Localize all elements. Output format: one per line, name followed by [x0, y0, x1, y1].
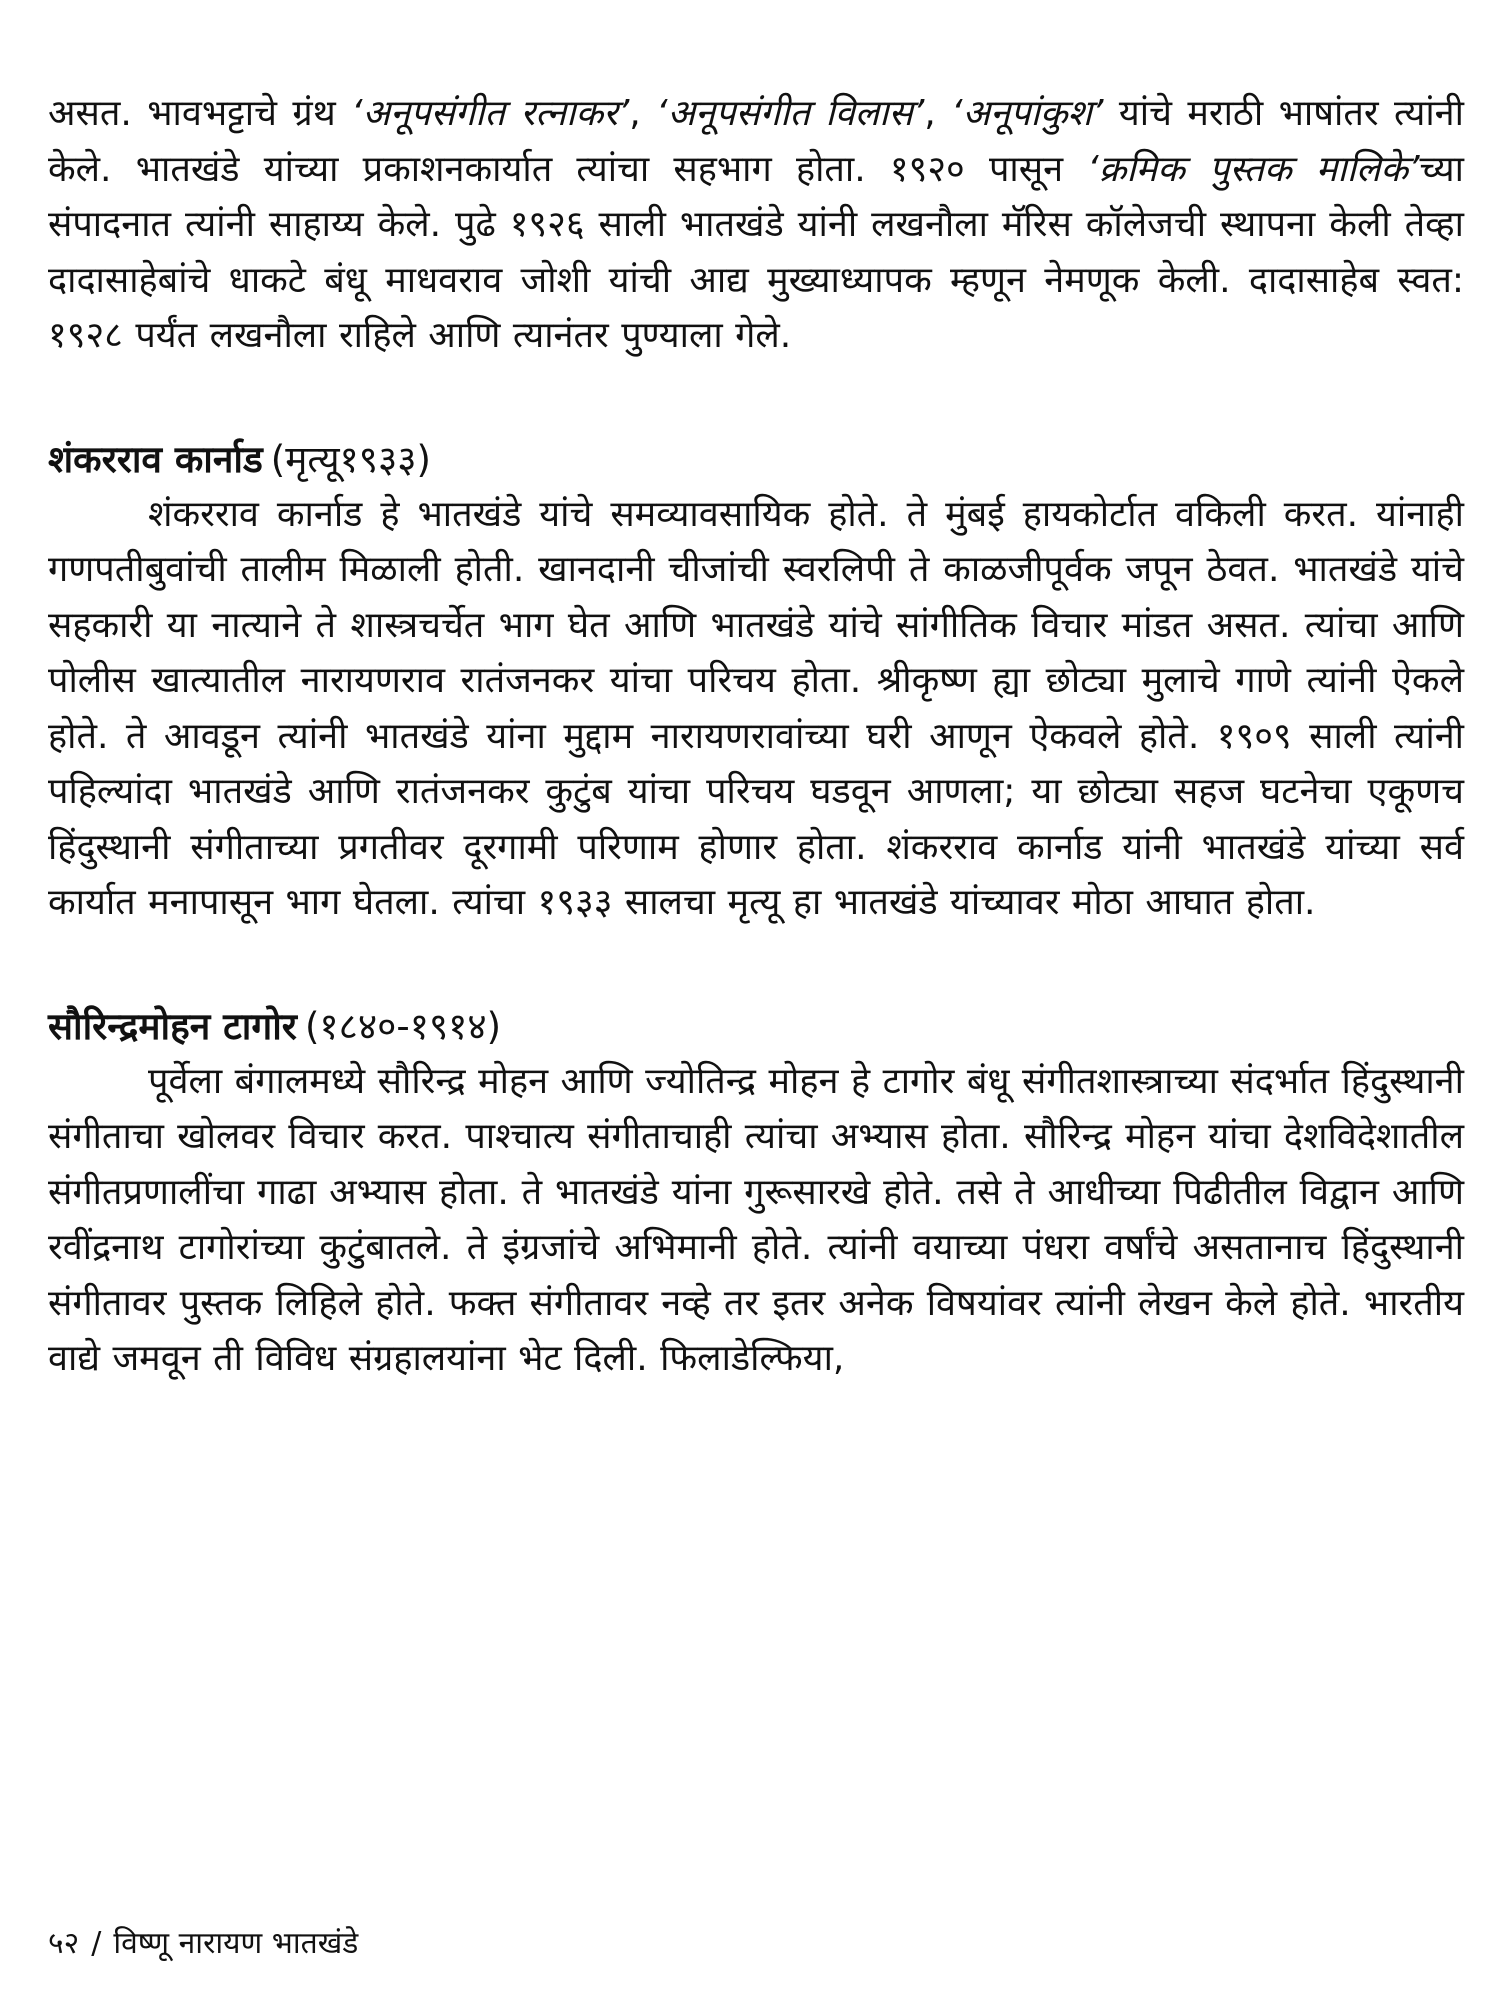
- heading-dates: (१८४०-१९१४): [304, 1004, 502, 1048]
- paragraph-text: च्या संपादनात त्यांनी साहाय्य केले. पुढे १९२६ साली भातखंडे यांनी लखनौला मॅरिस कॉलेजची स्थापना केली तेव्हा दादासाहेबांचे धाकटे बंधू माधवराव जोशी यांची आद्य मुख्याध्यापक म्हणून नेमणूक केली. दादासाहेब स्वत: १९२८ पर्यंत लखनौला राहिले आणि त्यानंतर पुण्याला गेले.: [48, 148, 1464, 356]
- heading-dates: (मृत्यू१९३३): [270, 437, 431, 481]
- paragraph-continuation: [48, 86, 1464, 364]
- section-body: पूर्वेला बंगालमध्ये सौरिन्द्र मोहन आणि ज्योतिन्द्र मोहन हे टागोर बंधू संगीतशास्त्राच्या संदर्भात हिंदुस्थानी संगीताचा खोलवर विचार करत. पाश्चात्य संगीताचाही त्यांचा अभ्यास होता. सौरिन्द्र मोहन यांचा देशविदेशातील संगीतप्रणालींचा गाढा अभ्यास होता. ते भातखंडे यांना गुरूसारखे होते. तसे ते आधीच्या पिढीतील विद्वान आणि रवींद्रनाथ टागोरांच्या कुटुंबातले. ते इंग्रजांचे अभिमानी होते. त्यांनी वयाच्या पंधरा वर्षांचे असतानाच हिंदुस्थानी संगीतावर पुस्तक लिहिले होते. फक्त संगीतावर नव्हे तर इतर अनेक विषयांवर त्यांनी लेखन केले होते. भारतीय वाद्ये जमवून ती विविध संग्रहालयांना भेट दिली. फिलाडेल्फिया,: [48, 1060, 1464, 1379]
- section-body: शंकरराव कार्नाड हे भातखंडे यांचे समव्यावसायिक होते. ते मुंबई हायकोर्टात वकिली करत. यांनाही गणपतीबुवांची तालीम मिळाली होती. खानदानी चीजांची स्वरलिपी ते काळजीपूर्वक जपून ठेवत. भातखंडे यांचे सहकारी या नात्याने ते शास्त्रचर्चेत भाग घेत आणि भातखंडे यांचे सांगीतिक विचार मांडत असत. त्यांचा आणि पोलीस खात्यातील नारायणराव रातंजनकर यांचा परिचय होता. श्रीकृष्ण ह्या छोट्या मुलाचे गाणे त्यांनी ऐकले होते. ते आवडून त्यांनी भातखंडे यांना मुद्दाम नारायणरावांच्या घरी आणून ऐकवले होते. १९०९ साली त्यांनी पहिल्यांदा भातखंडे आणि रातंजनकर कुटुंब यांचा परिचय घडवून आणला; या छोट्या सहज घटनेचा एकूणच हिंदुस्थानी संगीताच्या प्रगतीवर दूरगामी परिणाम होणार होता. शंकरराव कार्नाड यांनी भातखंडे यांच्या सर्व कार्यात मनापासून भाग घेतला. त्यांचा १९३३ सालचा मृत्यू हा भातखंडे यांच्यावर मोठा आघात होता.: [48, 493, 1464, 923]
- footer-separator: /: [91, 1926, 102, 1961]
- heading-name: सौरिन्द्रमोहन टागोर: [48, 1004, 297, 1048]
- punctuation: ,: [924, 93, 952, 134]
- paragraph-text: असत. भावभट्टाचे ग्रंथ: [48, 93, 352, 134]
- section-saurindramohan-tagore: [48, 999, 1464, 1387]
- book-title-anupsangeet-vilas: ‘अनूपसंगीत विलास’: [656, 93, 925, 134]
- paragraph-text: यांचे मराठी भाषांतर त्यांनी केले. भातखंडे यांच्या प्रकाशनकार्यात त्यांचा सहभाग होता. १९२० पासून: [48, 93, 1464, 190]
- page-footer: [48, 1924, 358, 1964]
- section-heading: [48, 432, 1464, 487]
- book-title-anupankush: ‘अनूपांकुश’: [951, 93, 1104, 134]
- section-heading: [48, 999, 1464, 1054]
- book-title-kramik-pustak-malika: ‘क्रमिक पुस्तक मालिके’: [1087, 148, 1420, 190]
- heading-name: शंकरराव कार्नाड: [48, 437, 263, 481]
- section-shankarrao-karnad: [48, 432, 1464, 931]
- page-number: ५२: [48, 1926, 80, 1961]
- punctuation: ,: [629, 93, 657, 134]
- running-book-title: विष्णू नारायण भातखंडे: [113, 1926, 359, 1961]
- book-title-anupsangeet-ratnakar: ‘अनूपसंगीत रत्नाकर’: [351, 93, 630, 134]
